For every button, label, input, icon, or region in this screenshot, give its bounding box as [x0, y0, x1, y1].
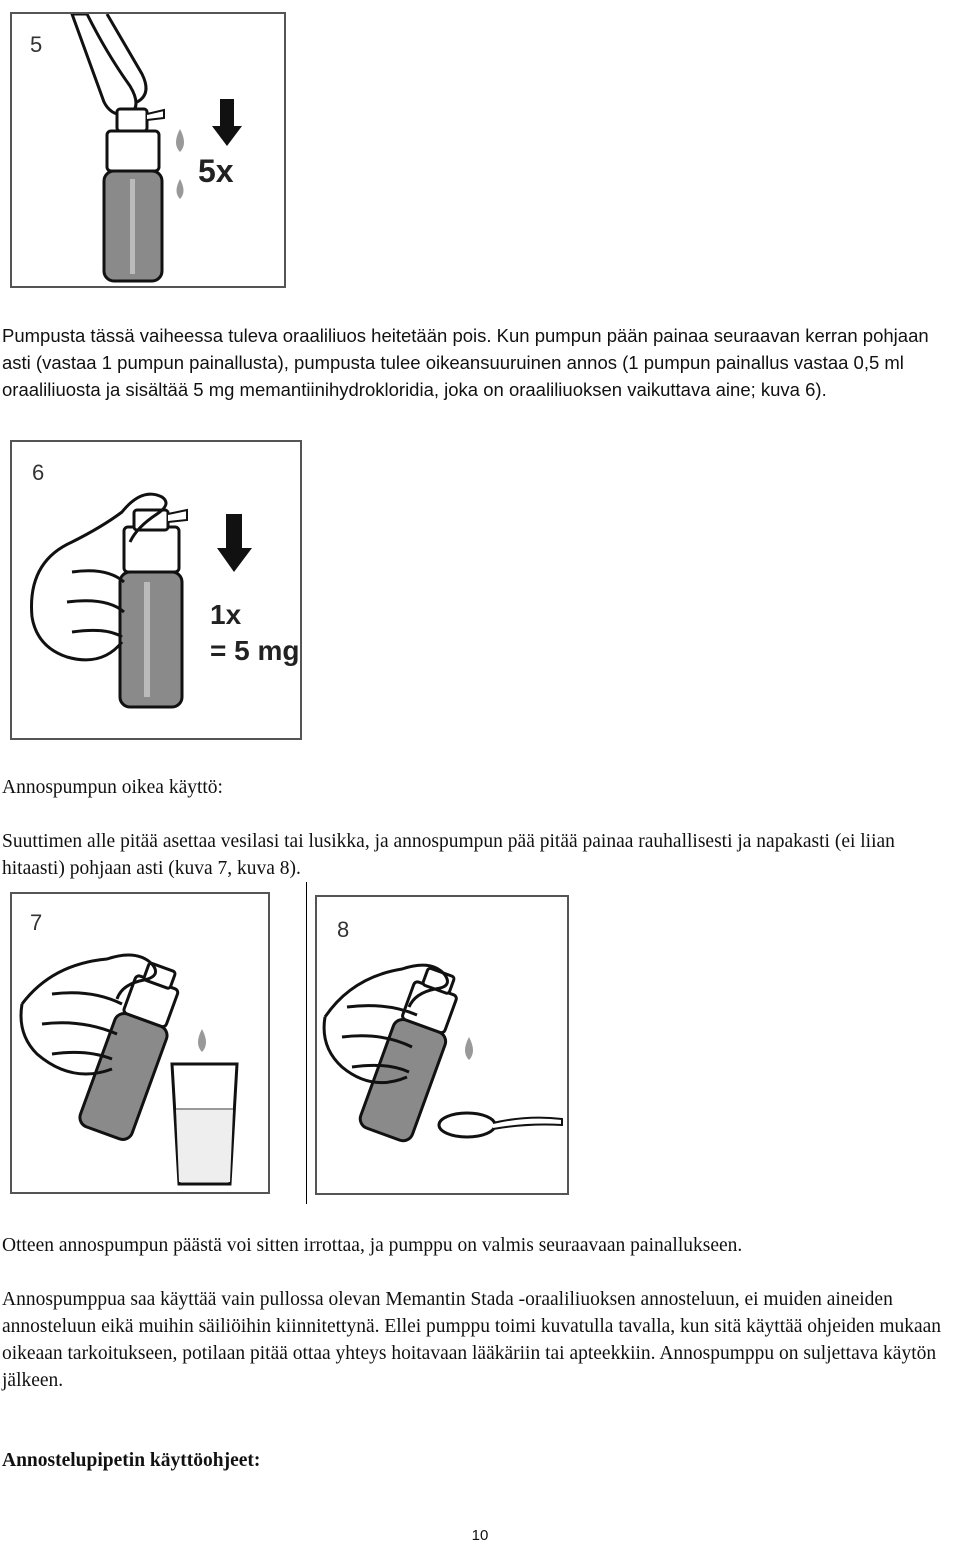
figure-6: [10, 440, 302, 740]
pump-into-glass-illustration: [12, 894, 268, 1192]
figure-7: [10, 892, 270, 1194]
pump-usage-subheading: Annospumpun oikea käyttö:: [2, 777, 223, 798]
pipette-instructions-heading: Annostelupipetin käyttöohjeet:: [2, 1450, 261, 1471]
dose-count-label: 1x: [210, 599, 242, 630]
hand-pump-illustration: [12, 442, 300, 738]
figure-number: 5: [30, 32, 43, 57]
figure-number: 8: [337, 917, 350, 942]
figure-8: [315, 895, 569, 1195]
page-number: 10: [471, 1527, 489, 1544]
figure-number: 7: [30, 910, 43, 935]
figure-5: [10, 12, 286, 288]
dose-amount-label: = 5 mg: [210, 635, 300, 666]
instruction-paragraph-release: Otteen annospumpun päästä voi sitten irrottaa, ja pumppu on valmis seuraavaan painallukseen.: [2, 1235, 743, 1256]
instruction-paragraph-press: Suuttimen alle pitää asettaa vesilasi tai lusikka, ja annospumpun pää pitää painaa rauhallisesti ja napakasti (ei liian hitaasti) pohjaan asti (kuva 7, kuva 8).: [2, 831, 895, 879]
instruction-paragraph-usage-limits: Annospumppua saa käyttää vain pullossa olevan Memantin Stada -oraaliliuoksen annosteluun, ei muiden aineiden annosteluun eikä muihin säiliöihin kiinnitettynä. Ellei pumppu toimi kuvatulla tavalla, kun sitä käyttää ohjeiden mukaan oikeaan tarkoitukseen, potilaan pitää ottaa yhteys hoitavaan lääkäriin tai apteekkiin. Annospumppu on suljettava käytön jälkeen.: [2, 1289, 942, 1391]
column-divider: [306, 882, 307, 1204]
pump-into-spoon-illustration: [317, 897, 567, 1193]
instruction-paragraph-discard: Pumpusta tässä vaiheessa tuleva oraaliliuos heitetään pois. Kun pumpun pään painaa seuraavan kerran pohjaan asti (vastaa 1 pumpun painallusta), pumpusta tulee oikeansuuruinen annos (1 pumpun painallus vastaa 0,5 ml oraaliliuosta ja sisältää 5 mg memantiinihydrokloridia, joka on oraaliliuoksen vaikuttava aine; kuva 6).: [2, 325, 929, 400]
pump-bottle-illustration: [12, 14, 284, 286]
figure-number: 6: [32, 460, 45, 485]
dose-count-label: 5x: [198, 153, 234, 189]
